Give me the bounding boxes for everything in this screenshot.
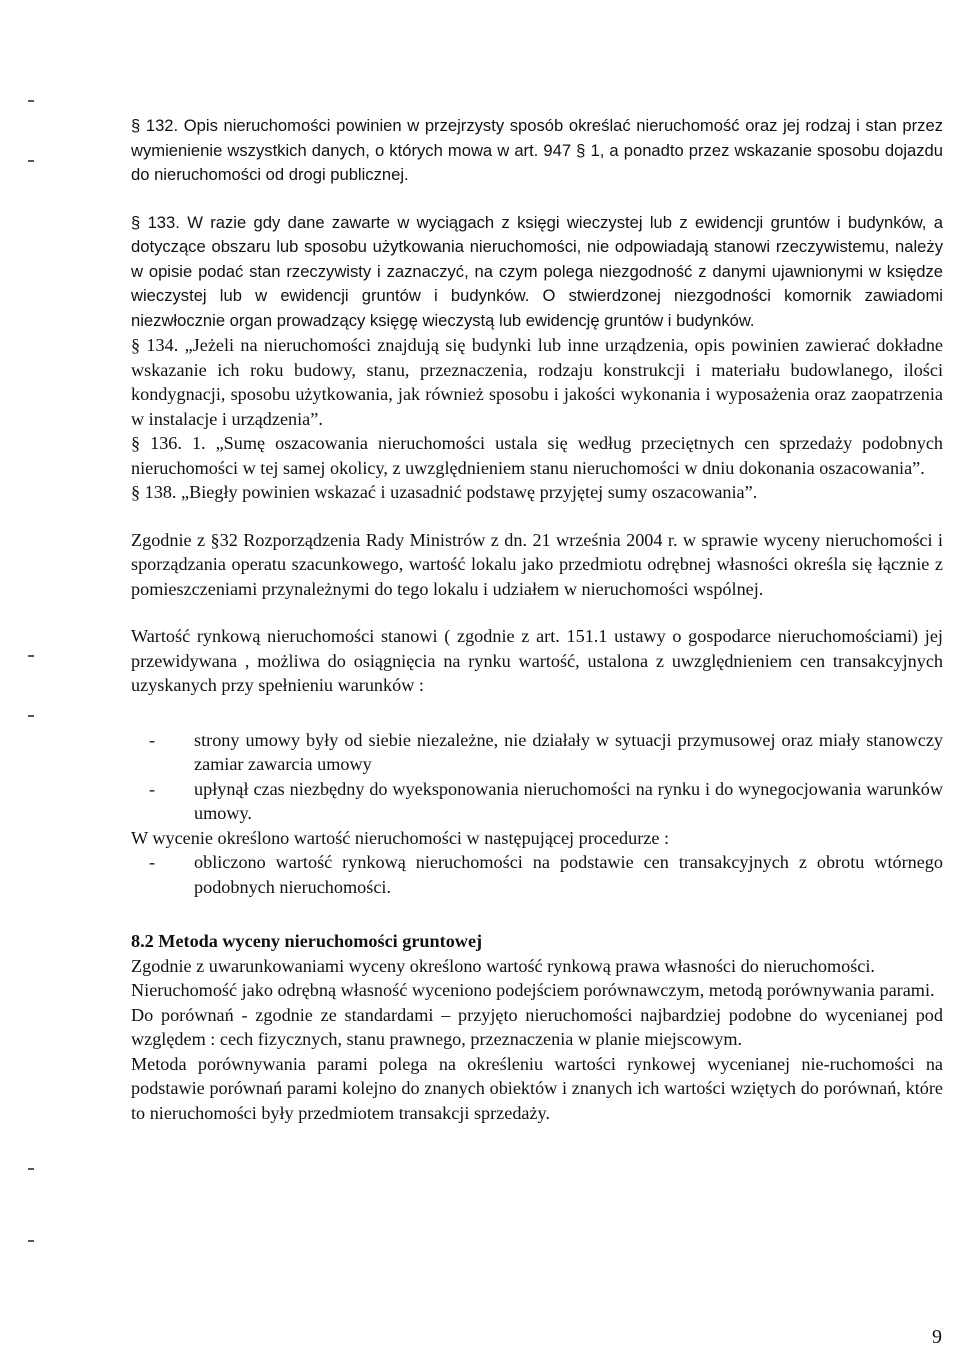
paragraph-s132: § 132. Opis nieruchomości powinien w przejrzysty sposób określać nieruchomość oraz jej rodzaj i stan przez wymienienie wszystkich danych, o których mowa w art. 947 § 1, a ponadto przez wskazanie sposobu dojazdu do nieruchomości od drogi publicznej. bbox=[131, 116, 943, 184]
paragraph-s138: § 138. „Biegły powinien wskazać i uzasadnić podstawę przyjętej sumy oszacowania”. bbox=[131, 482, 758, 502]
paragraph-market-value: Wartość rynkową nieruchomości stanowi ( zgodnie z art. 151.1 ustawy o gospodarce nieruchomościami) jej przewidywana , możliwa do osiągnięcia na rynku wartość, ustalona z uwzględnieniem cen transakcyjnych uzyskanych przy spełnieniu warunków : bbox=[131, 626, 943, 695]
list-item: - obliczono wartość rynkową nieruchomości na podstawie cen transakcyjnych z obrotu wtórnego podobnych nieruchomości. bbox=[131, 850, 943, 899]
page-number: 9 bbox=[932, 1326, 942, 1348]
section-paragraph: Zgodnie z uwarunkowaniami wyceny określono wartość rynkową prawa własności do nieruchomości. bbox=[131, 955, 875, 976]
list-item: - upłynął czas niezbędny do wyeksponowania nieruchomości na rynku i do wynegocjowania warunków umowy. bbox=[131, 777, 943, 826]
section-heading: 8.2 Metoda wyceny nieruchomości gruntowej bbox=[131, 931, 483, 951]
scan-mark bbox=[28, 1240, 34, 1242]
paragraph-s136: § 136. 1. „Sumę oszacowania nieruchomości ustala się według przeciętnych cen sprzedaży podobnych nieruchomości w tej samej okolicy, z uwzględnieniem stanu nieruchomości w dniu dokonania oszacowania”. bbox=[131, 433, 943, 478]
paragraph-s134: § 134. „Jeżeli na nieruchomości znajdują się budynki lub inne urządzenia, opis powinien zawierać dokładne wskazanie ich roku budowy, stanu, przeznaczenia, rodzaju konstrukcji i materiału budowlanego, ilości kondygnacji, sposobu użytkowania, jak również sposobu i jakości wykonania i wyposażenia oraz zaopatrzenia w instalacje i urządzenia”. bbox=[131, 335, 943, 429]
paragraph-s133: § 133. W razie gdy dane zawarte w wyciągach z księgi wieczystej lub z ewidencji gruntów i budynków, a dotyczące obszaru lub sposobu użytkowania nieruchomości, nie odpowiadają stanowi rzeczywistemu, należy w opisie podać stan rzeczywisty i zaznaczyć, na czym polega niezgodność z danymi ujawnionymi w księdze wieczystej lub w ewidencji gruntów i budynków. O stwierdzonej niezgodności komornik zawiadomi niezwłocznie organ prowadzący księgę wieczystą lub ewidencję gruntów i budynków. bbox=[131, 212, 943, 330]
scan-mark bbox=[28, 100, 34, 102]
section-paragraph: Do porównań - zgodnie ze standardami – przyjęto nieruchomości najbardziej podobne do wycenianej pod względem : cech fizycznych, stanu prawnego, przeznaczenia w planie miejscowym. bbox=[131, 1004, 943, 1049]
conditions-list bbox=[131, 728, 943, 826]
paragraph-regulation: Zgodnie z §32 Rozporządzenia Rady Ministrów z dn. 21 września 2004 r. w sprawie wyceny nieruchomości i sporządzania operatu szacunkowego, wartość lokalu jako przedmiotu odrębnej własności określa się łącznie z pomieszczeniami przynależnymi do tego lokalu i udziałem w nieruchomości wspólnej. bbox=[131, 529, 943, 599]
list-item: - strony umowy były od siebie niezależne, nie działały w sytuacji przymusowej oraz miały stanowczy zamiar zawarcia umowy bbox=[131, 728, 943, 777]
document-body bbox=[131, 114, 943, 1125]
scan-mark bbox=[28, 715, 34, 717]
scan-mark bbox=[28, 655, 34, 657]
section-paragraph: Metoda porównywania parami polega na określeniu wartości rynkowej wycenianej nie-ruchomości na podstawie porównań parami kolejno do znanych obiektów i znanych ich wartości wziętych do porównań, które to nieruchomości były przedmiotem transakcji sprzedaży. bbox=[131, 1053, 943, 1123]
paragraph-procedure-intro: W wycenie określono wartość nieruchomości w następującej procedurze : bbox=[131, 827, 670, 848]
scan-mark bbox=[28, 1168, 34, 1170]
section-paragraph: Nieruchomość jako odrębną własność wyceniono podejściem porównawczym, metodą porównywania parami. bbox=[131, 980, 935, 1000]
scan-mark bbox=[28, 160, 34, 162]
procedure-list bbox=[131, 850, 943, 899]
